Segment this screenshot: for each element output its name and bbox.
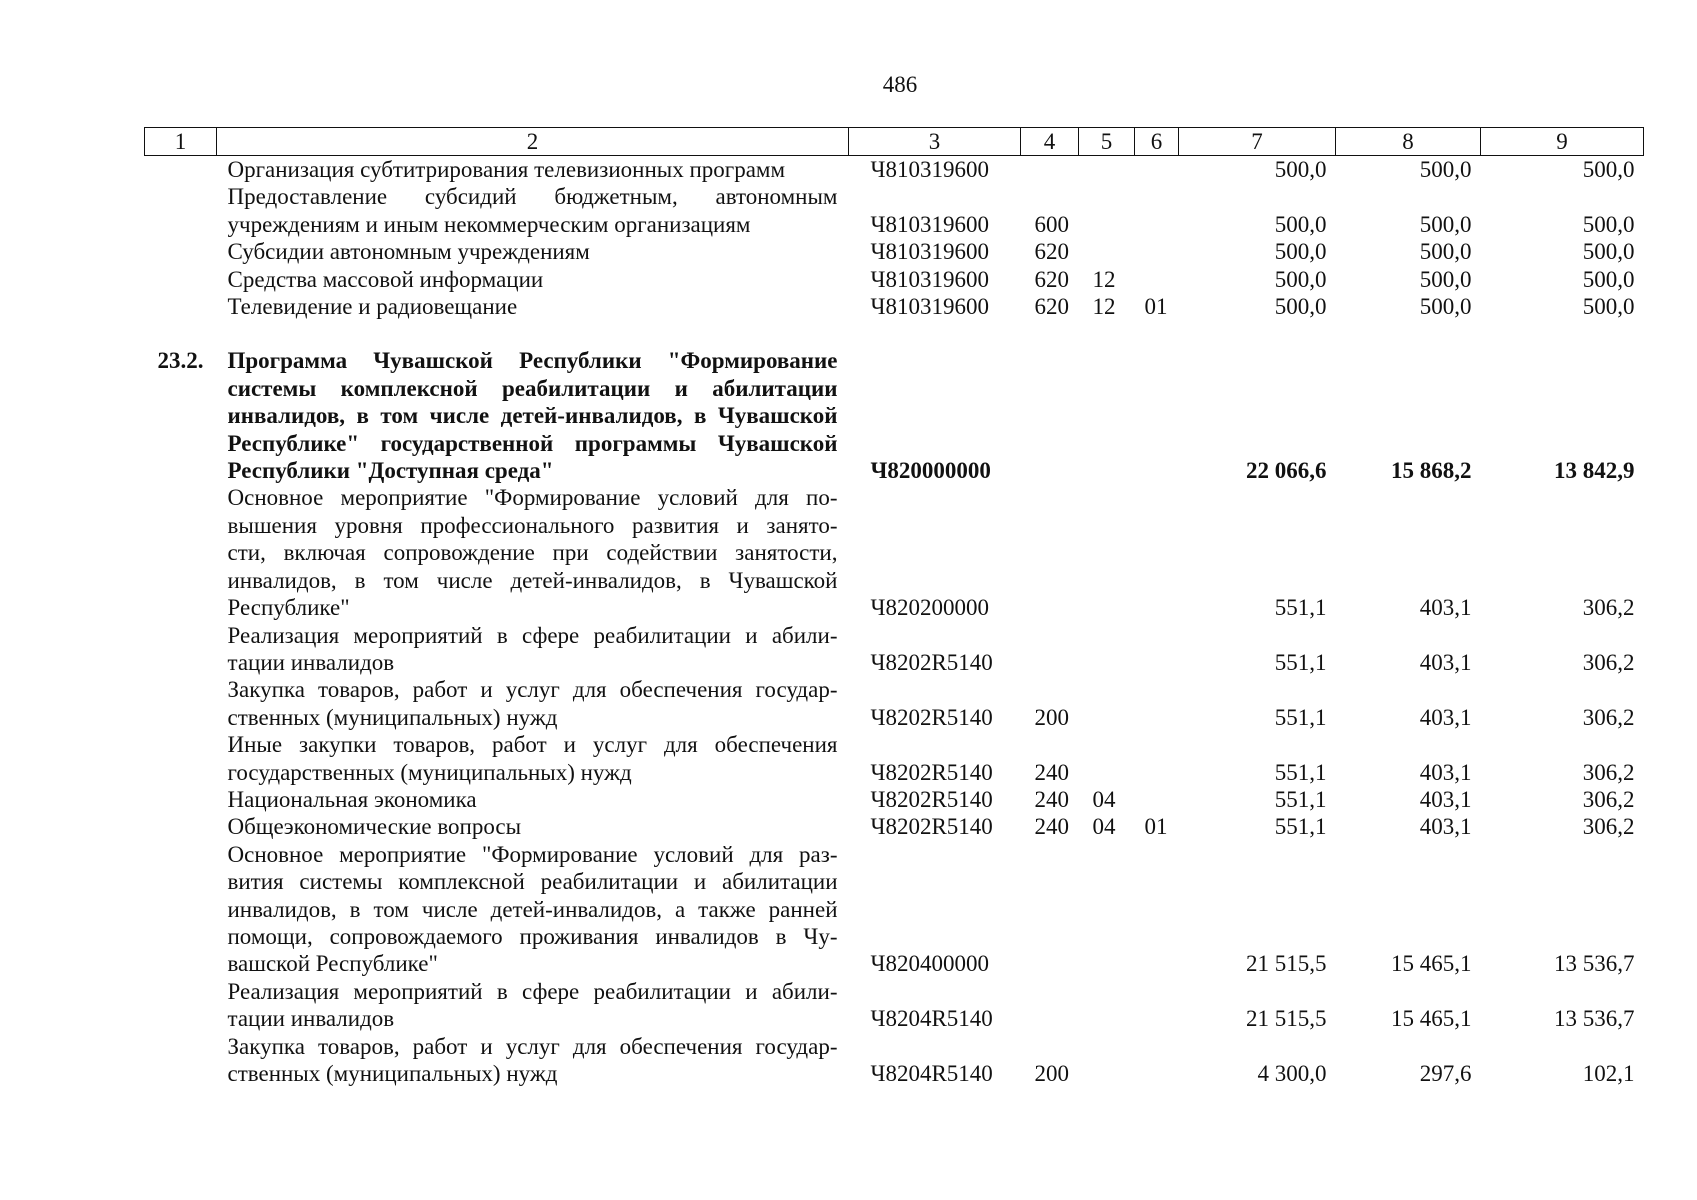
row-number (145, 813, 217, 840)
header-row (145, 128, 1644, 156)
table-row (145, 484, 1644, 621)
row-code: Ч8202R5140 (870, 814, 993, 840)
row-number (145, 731, 217, 786)
row-col4: 600 (1034, 211, 1069, 237)
row-col4 (1021, 484, 1079, 621)
row-code: Ч8204R5140 (870, 1061, 993, 1086)
table-row (145, 347, 1644, 484)
table-row (145, 238, 1644, 265)
row-col6 (1135, 1033, 1179, 1088)
row-col6 (1135, 266, 1179, 293)
row-col5: 04 (1092, 814, 1116, 840)
row-amount-7: 551,1 (1274, 759, 1327, 785)
row-col5 (1079, 484, 1135, 621)
row-col5 (1079, 347, 1135, 484)
row-code: Ч810319600 (870, 294, 989, 320)
row-name-line: государственных (муниципальных) нужд (227, 759, 632, 785)
row-name-line: Предоставление субсидий бюджетным, автономным (227, 184, 838, 210)
row-number (145, 786, 217, 813)
row-name (217, 841, 849, 978)
row-col4: 240 (1034, 759, 1069, 785)
row-name-line: Основное мероприятие "Формирование условий для раз- (227, 841, 838, 867)
row-amount-7: 22 066,6 (1246, 458, 1327, 484)
row-number (145, 841, 217, 978)
row-name (217, 293, 849, 320)
row-number: 23.2. (157, 348, 204, 374)
row-name (217, 676, 849, 731)
row-col4 (1021, 841, 1079, 978)
row-col4 (1021, 978, 1079, 1033)
row-name-line: Общеэкономические вопросы (227, 814, 522, 840)
budget-table (144, 127, 1644, 1087)
row-col6 (1135, 238, 1179, 265)
col-header-8: 8 (1336, 128, 1481, 156)
row-name-line: Реализация мероприятий в сфере реабилитации и абили- (227, 622, 838, 648)
row-amount-8: 403,1 (1419, 595, 1472, 621)
table-row (145, 813, 1644, 840)
table-body (145, 156, 1644, 1088)
row-col5 (1079, 731, 1135, 786)
row-amount-8: 15 868,2 (1391, 458, 1472, 484)
row-col4: 620 (1034, 266, 1069, 292)
row-col4 (1021, 347, 1079, 484)
row-amount-9: 500,0 (1582, 294, 1635, 320)
row-amount-9: 500,0 (1582, 211, 1635, 237)
table-row (145, 293, 1644, 320)
col-header-5: 5 (1079, 128, 1135, 156)
row-col6 (1135, 622, 1179, 677)
row-name-line: ственных (муниципальных) нужд (227, 1061, 558, 1086)
row-name-line: Организация субтитрирования телевизионных программ (227, 157, 786, 182)
table-row (145, 156, 1644, 184)
row-name (217, 238, 849, 265)
row-number (145, 293, 217, 320)
row-amount-7: 500,0 (1274, 294, 1327, 320)
row-name (217, 183, 849, 238)
row-name-line: Телевидение и радиовещание (227, 294, 518, 320)
row-col5 (1079, 1033, 1135, 1088)
row-amount-8: 403,1 (1419, 649, 1472, 675)
row-name (217, 786, 849, 813)
row-amount-8: 297,6 (1419, 1061, 1472, 1086)
row-amount-7: 500,0 (1274, 157, 1327, 182)
row-amount-8: 500,0 (1419, 157, 1472, 182)
row-amount-9: 13 842,9 (1554, 458, 1635, 484)
row-col6 (1135, 978, 1179, 1033)
table-row (145, 1033, 1644, 1088)
row-name-line: инвалидов, в том числе детей-инвалидов, а также ранней (227, 896, 838, 922)
row-col6 (1135, 156, 1179, 184)
row-amount-9: 306,2 (1582, 704, 1635, 730)
row-col6 (1135, 786, 1179, 813)
row-name-line: Национальная экономика (227, 786, 477, 812)
row-col6: 01 (1144, 294, 1168, 320)
row-name-line: Республике" (227, 595, 350, 621)
row-name-line: Средства массовой информации (227, 266, 544, 292)
col-header-2: 2 (217, 128, 849, 156)
row-name (217, 266, 849, 293)
row-col5: 04 (1092, 786, 1116, 812)
row-amount-9: 13 536,7 (1554, 951, 1635, 977)
row-amount-9: 500,0 (1582, 157, 1635, 182)
row-col4: 240 (1034, 786, 1069, 812)
row-col5 (1079, 978, 1135, 1033)
row-col5 (1079, 156, 1135, 184)
row-name-line: Реализация мероприятий в сфере реабилитации и абили- (227, 978, 838, 1004)
row-name-line: Иные закупки товаров, работ и услуг для обеспечения (227, 732, 838, 758)
row-name-line: вашской Республике" (227, 951, 438, 977)
row-col6 (1135, 347, 1179, 484)
col-header-4: 4 (1021, 128, 1079, 156)
row-number (145, 183, 217, 238)
row-name (217, 484, 849, 621)
row-col5 (1079, 183, 1135, 238)
row-name (217, 1033, 849, 1088)
row-number (145, 676, 217, 731)
row-number (145, 266, 217, 293)
row-amount-7: 551,1 (1274, 595, 1327, 621)
row-col4: 620 (1034, 294, 1069, 320)
row-number (145, 1033, 217, 1088)
row-code: Ч8202R5140 (870, 649, 993, 675)
row-name-line: инвалидов, в том числе детей-инвалидов, в Чувашской (227, 567, 838, 593)
row-amount-8: 500,0 (1419, 239, 1472, 265)
row-amount-9: 306,2 (1582, 759, 1635, 785)
row-name-line: Республики "Доступная среда" (227, 458, 554, 484)
row-code: Ч810319600 (870, 266, 989, 292)
row-col4: 200 (1034, 704, 1069, 730)
row-col6 (1135, 484, 1179, 621)
col-header-7: 7 (1179, 128, 1336, 156)
row-amount-8: 500,0 (1419, 294, 1472, 320)
row-col4: 240 (1034, 814, 1069, 840)
row-name-line: инвалидов, в том числе детей-инвалидов, в Чувашской (227, 403, 838, 429)
row-col4: 620 (1034, 239, 1069, 265)
row-code: Ч8202R5140 (870, 759, 993, 785)
row-amount-7: 4 300,0 (1257, 1061, 1327, 1086)
row-amount-9: 500,0 (1582, 239, 1635, 265)
row-code: Ч810319600 (870, 211, 989, 237)
table-row (145, 978, 1644, 1033)
row-code: Ч810319600 (870, 239, 989, 265)
row-amount-9: 306,2 (1582, 814, 1635, 840)
row-amount-8: 403,1 (1419, 759, 1472, 785)
table-row (145, 841, 1644, 978)
row-amount-7: 500,0 (1274, 266, 1327, 292)
row-name-line: тации инвалидов (227, 1006, 395, 1032)
row-code: Ч820000000 (870, 458, 991, 484)
row-name (217, 156, 849, 184)
row-code: Ч820200000 (870, 595, 989, 621)
spacer-cell (145, 320, 1644, 347)
row-col5 (1079, 841, 1135, 978)
row-col6 (1135, 841, 1179, 978)
row-amount-8: 403,1 (1419, 704, 1472, 730)
row-number (145, 978, 217, 1033)
row-name (217, 731, 849, 786)
row-name-line: Субсидии автономным учреждениям (227, 239, 590, 265)
row-amount-9: 306,2 (1582, 786, 1635, 812)
row-amount-8: 500,0 (1419, 266, 1472, 292)
row-col4 (1021, 156, 1079, 184)
row-code: Ч8202R5140 (870, 786, 993, 812)
row-amount-8: 403,1 (1419, 814, 1472, 840)
row-col4: 200 (1034, 1061, 1069, 1086)
table-row (145, 676, 1644, 731)
row-name-line: тации инвалидов (227, 649, 395, 675)
row-name-line: системы комплексной реабилитации и абилитации (227, 375, 838, 401)
row-number (145, 622, 217, 677)
col-header-9: 9 (1481, 128, 1644, 156)
row-col5: 12 (1092, 266, 1116, 292)
table-row (145, 731, 1644, 786)
row-col5 (1079, 676, 1135, 731)
row-col5: 12 (1092, 294, 1116, 320)
row-number (145, 484, 217, 621)
row-col5 (1079, 622, 1135, 677)
row-code: Ч810319600 (870, 157, 989, 182)
row-number (145, 156, 217, 184)
row-col4 (1021, 622, 1079, 677)
row-amount-7: 21 515,5 (1246, 1006, 1327, 1032)
row-amount-8: 15 465,1 (1391, 951, 1472, 977)
row-amount-9: 102,1 (1582, 1061, 1635, 1086)
row-name (217, 978, 849, 1033)
row-code: Ч8204R5140 (870, 1006, 993, 1032)
spacer-row (145, 320, 1644, 347)
row-name (217, 813, 849, 840)
table-row (145, 786, 1644, 813)
row-amount-9: 500,0 (1582, 266, 1635, 292)
row-name-line: вышения уровня профессионального развития и занято- (227, 512, 838, 538)
row-amount-9: 13 536,7 (1554, 1006, 1635, 1032)
row-amount-8: 403,1 (1419, 786, 1472, 812)
row-col6 (1135, 183, 1179, 238)
row-name-line: сти, включая сопровождение при содействии занятости, (227, 540, 838, 566)
row-name-line: вития системы комплексной реабилитации и абилитации (227, 869, 838, 895)
table-row (145, 622, 1644, 677)
row-amount-7: 500,0 (1274, 239, 1327, 265)
row-col6 (1135, 731, 1179, 786)
row-code: Ч8202R5140 (870, 704, 993, 730)
row-amount-7: 551,1 (1274, 814, 1327, 840)
col-header-1: 1 (145, 128, 217, 156)
col-header-3: 3 (849, 128, 1021, 156)
row-col5 (1079, 238, 1135, 265)
row-number (145, 238, 217, 265)
row-code: Ч820400000 (870, 951, 989, 977)
row-amount-7: 551,1 (1274, 704, 1327, 730)
row-amount-8: 500,0 (1419, 211, 1472, 237)
row-name-line: помощи, сопровождаемого проживания инвалидов в Чу- (227, 923, 838, 949)
row-col6: 01 (1144, 814, 1168, 840)
row-name-line: Основное мероприятие "Формирование условий для по- (227, 485, 838, 511)
row-amount-9: 306,2 (1582, 649, 1635, 675)
page-number: 486 (882, 72, 918, 97)
col-header-6: 6 (1135, 128, 1179, 156)
row-amount-7: 500,0 (1274, 211, 1327, 237)
table-row (145, 266, 1644, 293)
row-name-line: ственных (муниципальных) нужд (227, 704, 558, 730)
row-name-line: Закупка товаров, работ и услуг для обеспечения государ- (227, 1033, 838, 1059)
row-amount-9: 306,2 (1582, 595, 1635, 621)
row-name-line: учреждениям и иным некоммерческим организациям (227, 211, 751, 237)
row-name (217, 622, 849, 677)
row-amount-7: 551,1 (1274, 649, 1327, 675)
row-amount-7: 551,1 (1274, 786, 1327, 812)
row-name (217, 347, 849, 484)
row-col6 (1135, 676, 1179, 731)
row-name-line: Программа Чувашской Республики "Формирование (227, 348, 838, 374)
row-name-line: Республике" государственной программы Чувашской (227, 430, 838, 456)
row-amount-7: 21 515,5 (1246, 951, 1327, 977)
row-amount-8: 15 465,1 (1391, 1006, 1472, 1032)
table-row (145, 183, 1644, 238)
row-name-line: Закупка товаров, работ и услуг для обеспечения государ- (227, 677, 838, 703)
